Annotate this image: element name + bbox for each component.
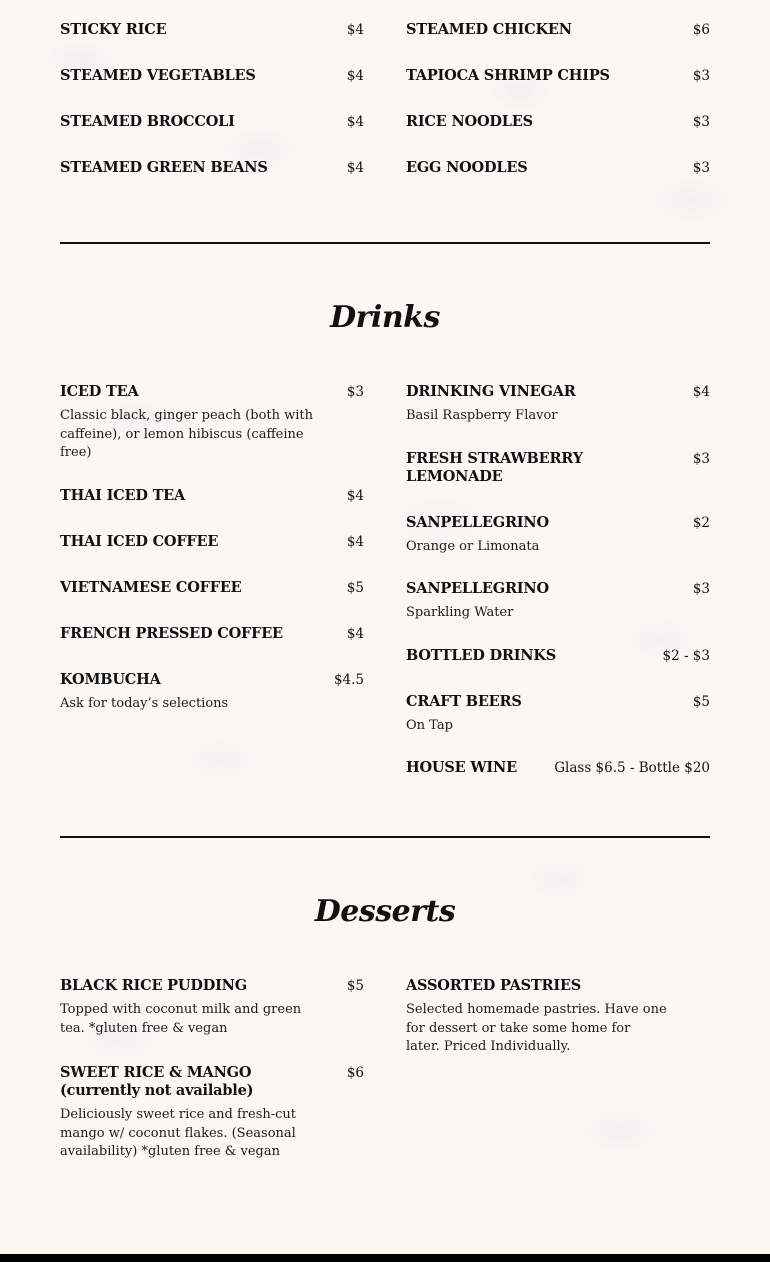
item-name: STEAMED BROCCOLI [60, 113, 235, 130]
item-price: $5 [346, 978, 364, 994]
menu-item [406, 113, 710, 131]
menu-item [406, 67, 710, 85]
menu-item [406, 450, 710, 486]
menu-item [60, 383, 364, 463]
item-name: KOMBUCHA [60, 670, 161, 688]
item-name: THAI ICED TEA [60, 486, 186, 504]
item-name: TAPIOCA SHRIMP CHIPS [406, 67, 610, 84]
menu-item [406, 977, 710, 1057]
item-description: Deliciously sweet rice and fresh-cut mango w/ coconut flakes. (Seasonal availability) *gluten free & vegan [60, 1107, 297, 1159]
item-price: $4 [346, 160, 364, 176]
item-description: On Tap [406, 717, 453, 733]
item-name: EGG NOODLES [406, 159, 528, 176]
item-price: $4 [346, 22, 364, 38]
item-description: Basil Raspberry Flavor [406, 408, 558, 423]
item-description: Orange or Limonata [406, 538, 540, 554]
item-name: STEAMED CHICKEN [406, 21, 572, 38]
desserts-section-title: Desserts [314, 894, 456, 929]
section-divider [60, 242, 710, 244]
item-price: $4 [346, 114, 364, 130]
item-price: $4 [346, 625, 364, 642]
menu-item [60, 533, 364, 551]
item-price: $3 [692, 68, 710, 84]
item-name: FRENCH PRESSED COFFEE [60, 624, 283, 642]
footer-bar [0, 1254, 770, 1262]
item-name: ICED TEA [60, 383, 139, 400]
item-description: Selected homemade pastries. Have one for dessert or take some home for later. Priced Individually. [406, 1002, 667, 1054]
item-price: $4.5 [333, 671, 364, 688]
item-name: STICKY RICE [60, 21, 167, 38]
item-price: $4 [346, 68, 364, 84]
desserts-left-column [60, 977, 364, 1188]
item-price: $5 [692, 693, 710, 710]
drinks-section [60, 383, 710, 805]
menu-item [406, 383, 710, 426]
menu-item [406, 759, 710, 777]
menu-item [406, 21, 710, 39]
menu-item [406, 647, 710, 665]
item-description: Sparkling Water [406, 605, 514, 620]
item-price: $3 [692, 581, 710, 597]
item-name: RICE NOODLES [406, 113, 533, 130]
item-name: SANPELLEGRINO [406, 580, 549, 597]
item-price: $2 - $3 [662, 647, 710, 664]
item-price: $3 [692, 450, 710, 467]
menu-item [406, 514, 710, 557]
item-price: $4 [346, 533, 364, 550]
item-name: SANPELLEGRINO [406, 513, 549, 531]
item-description: Topped with coconut milk and green tea. *gluten free & vegan [60, 1002, 302, 1036]
menu-item [60, 159, 364, 177]
sides-section [60, 21, 710, 205]
desserts-right-column [406, 977, 710, 1083]
item-description: Classic black, ginger peach (both with caffeine), or lemon hibiscus (caffeine free) [60, 408, 314, 460]
item-price: $5 [346, 579, 364, 596]
item-price: Glass $6.5 - Bottle $20 [554, 760, 710, 776]
drinks-right-column [406, 383, 710, 805]
menu-item [60, 487, 364, 505]
item-name: STEAMED GREEN BEANS [60, 159, 268, 176]
item-price: $6 [692, 22, 710, 38]
item-price: $3 [692, 114, 710, 130]
item-price: $2 [692, 514, 710, 531]
item-price: $6 [346, 1065, 364, 1081]
desserts-section [60, 977, 710, 1188]
item-name: BLACK RICE PUDDING [60, 977, 247, 994]
menu-item [60, 977, 364, 1038]
menu-item [60, 579, 364, 597]
item-name: FRESH STRAWBERRY LEMONADE [406, 449, 583, 485]
menu-item [406, 580, 710, 623]
item-name: CRAFT BEERS [406, 692, 522, 710]
menu-item [60, 67, 364, 85]
section-divider [60, 836, 710, 838]
drinks-section-title: Drinks [330, 300, 440, 335]
menu-item [60, 21, 364, 39]
item-price: $4 [692, 384, 710, 400]
item-price: $4 [346, 487, 364, 504]
item-name: BOTTLED DRINKS [406, 646, 557, 664]
item-name: SWEET RICE & MANGO (currently not available) [60, 1064, 254, 1099]
item-name: THAI ICED COFFEE [60, 532, 219, 550]
menu-item [60, 113, 364, 131]
sides-right-column [406, 21, 710, 205]
drinks-left-column [60, 383, 364, 737]
menu-item [60, 625, 364, 643]
item-name: DRINKING VINEGAR [406, 383, 576, 400]
item-name: HOUSE WINE [406, 759, 517, 776]
menu-item [406, 159, 710, 177]
item-name: STEAMED VEGETABLES [60, 67, 256, 84]
menu-item [60, 1064, 364, 1162]
item-description: Ask for today’s selections [60, 695, 229, 711]
menu-item [60, 671, 364, 714]
item-name: ASSORTED PASTRIES [406, 977, 582, 994]
sides-left-column [60, 21, 364, 205]
item-name: VIETNAMESE COFFEE [60, 578, 242, 596]
item-price: $3 [692, 160, 710, 176]
item-price: $3 [346, 384, 364, 400]
menu-item [406, 693, 710, 736]
